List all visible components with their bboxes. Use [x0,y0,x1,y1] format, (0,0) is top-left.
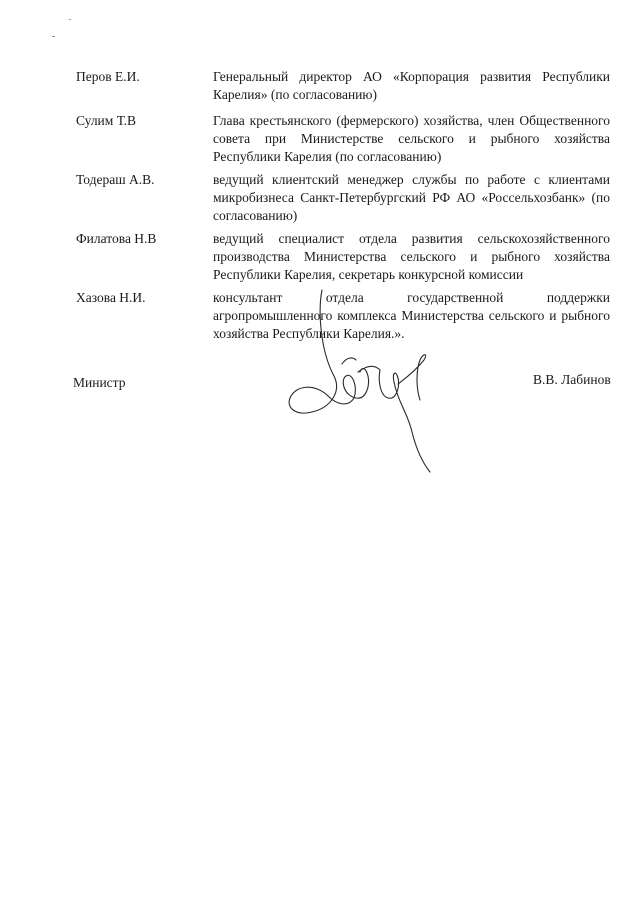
member-role: ведущий клиентский менеджер службы по работе с клиентами микробизнеса Санкт-Петербургский РФ АО «Россельхозбанк» (по согласованию) [213,172,610,223]
minister-title: Министр [73,375,126,390]
handwritten-signature [282,280,442,476]
member-name: Перов Е.И. [76,69,140,84]
member-row-perov [76,68,612,104]
member-name: Тодераш А.В. [76,172,155,187]
member-name: Хазова Н.И. [76,290,146,305]
member-name: Филатова Н.В [76,231,157,246]
member-name: Сулим Т.В [76,113,136,128]
minister-name: В.В. Лабинов [533,372,611,387]
member-role: консультант отдела государственной поддержки агропромышленного комплекса Министерства сельского и рыбного хозяйства Республики Карелия.». [213,290,610,341]
member-row-toderash [76,171,612,225]
scan-speck [52,36,55,37]
scan-speck [69,19,71,20]
member-role: Генеральный директор АО «Корпорация развития Республики Карелия» (по согласованию) [213,69,610,102]
member-role: Глава крестьянского (фермерского) хозяйства, член Общественного совета при Министерстве сельского и рыбного хозяйства Республики Карелия (по согласованию) [213,113,610,164]
member-row-sulim [76,112,612,166]
member-row-filatova [76,230,612,284]
member-role: ведущий специалист отдела развития сельскохозяйственного производства Министерства сельского и рыбного хозяйства Республики Карелия, секретарь конкурсной комиссии [213,231,610,282]
